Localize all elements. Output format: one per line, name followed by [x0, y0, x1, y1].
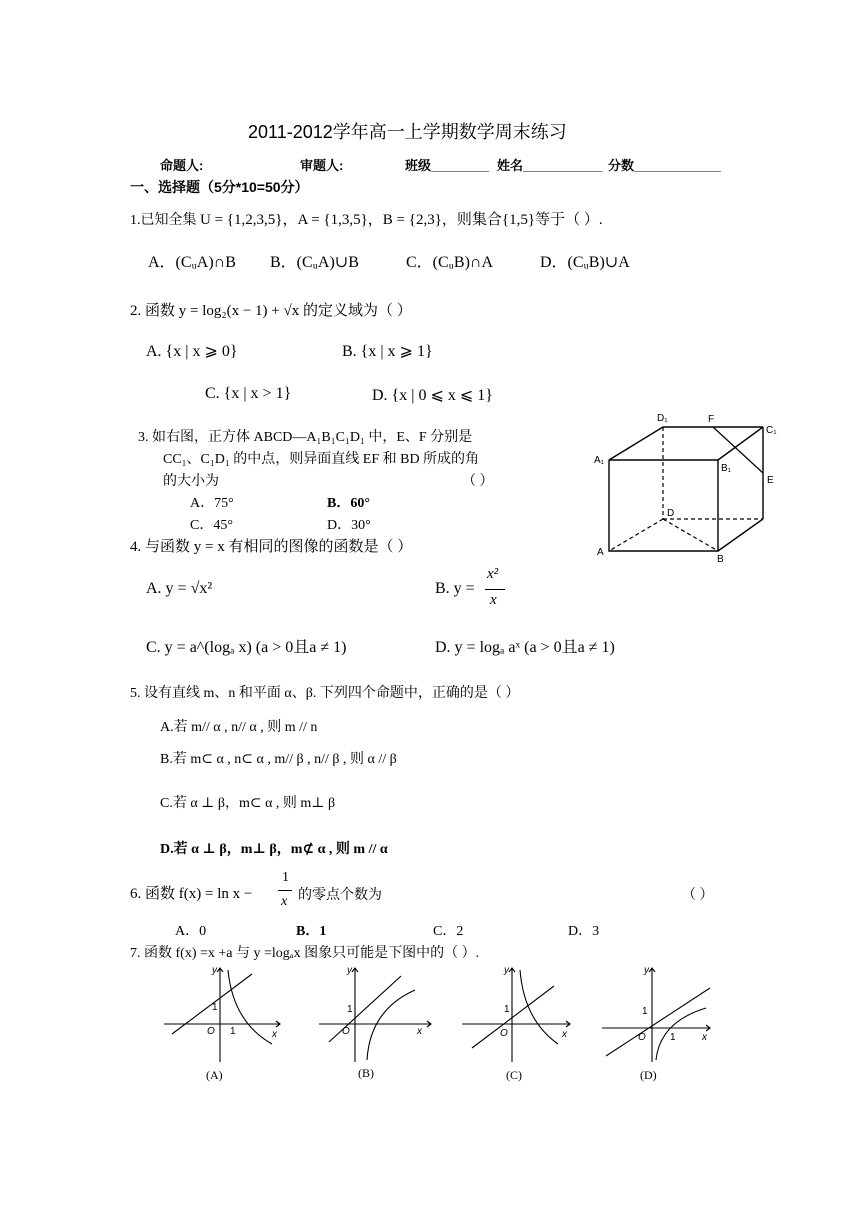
q3-line2: CC₁、C₁D₁ 的中点，则异面直线 EF 和 BD 所成的角: [163, 452, 480, 467]
setter-label: 命题人:: [160, 158, 204, 173]
q1-option-d[interactable]: D．(CᵤB)∪A: [540, 254, 630, 271]
origin-label: O: [500, 1028, 508, 1039]
q5-option-b[interactable]: B.若 m⊂ α , n⊂ α , m// β , n// β , 则 α // β: [160, 752, 397, 767]
class-field[interactable]: 班级________: [405, 158, 489, 173]
q6-option-d[interactable]: D．3: [568, 924, 600, 939]
q3-option-a[interactable]: A．75°: [190, 496, 234, 511]
axis-label-x: x: [562, 1029, 567, 1040]
graph-caption-b: (B): [358, 1066, 374, 1080]
q3-option-c[interactable]: C．45°: [190, 518, 233, 533]
cube-label-e: E: [767, 475, 774, 486]
q5-stem: 5. 设有直线 m、n 和平面 α、β. 下列四个命题中，正确的是（ ）: [130, 686, 520, 701]
axis-label-y: y: [644, 965, 649, 976]
q4-option-d[interactable]: D. y = logₐ aˣ (a > 0且a ≠ 1): [435, 639, 615, 656]
q6-option-a[interactable]: A．0: [175, 924, 207, 939]
cube-label-b1: B₁: [721, 463, 732, 474]
q6-option-b[interactable]: B．1: [296, 924, 327, 939]
cube-label-b: B: [717, 554, 724, 565]
cube-label-a: A: [597, 547, 604, 558]
graph-c[interactable]: [458, 962, 588, 1087]
graph-caption-c: (C): [506, 1068, 522, 1082]
origin-label: O: [638, 1032, 646, 1043]
q1-option-b[interactable]: B．(CᵤA)∪B: [270, 254, 359, 271]
q2-option-b[interactable]: B. {x | x ⩾ 1}: [342, 343, 433, 360]
score-field[interactable]: 分数____________: [608, 158, 721, 173]
q3-option-b[interactable]: B．60°: [327, 496, 370, 511]
graph-caption-d: (D): [640, 1068, 657, 1082]
q3-line1: 3. 如右图，正方体 ABCD—A₁B₁C₁D₁ 中，E、F 分别是: [138, 430, 473, 445]
fraction-bar: [485, 589, 505, 590]
q3-line3: 的大小为: [163, 474, 219, 489]
graph-b[interactable]: [315, 962, 445, 1087]
q6-option-c[interactable]: C．2: [433, 924, 464, 939]
q2-option-a[interactable]: A. {x | x ⩾ 0}: [146, 343, 238, 360]
tick-label-one: 1: [212, 1002, 218, 1013]
q1-option-c[interactable]: C．(CᵤB)∩A: [406, 254, 494, 271]
q6-answer-paren: （ ）: [682, 888, 714, 903]
graph-d[interactable]: [598, 962, 728, 1087]
name-field[interactable]: 姓名___________: [497, 158, 603, 173]
q2-stem: 2. 函数 y = log₂(x − 1) + √x 的定义域为（ ）: [130, 303, 412, 319]
q2-option-d[interactable]: D. {x | 0 ⩽ x ⩽ 1}: [372, 387, 493, 404]
q1-stem-prefix: 1.已知全集: [130, 213, 197, 228]
page-title: 2011-2012学年高一上学期数学周末练习: [248, 122, 567, 142]
q6-stem: [130, 870, 730, 916]
graph-a[interactable]: [160, 962, 290, 1087]
q3-answer-paren: （ ）: [462, 474, 494, 489]
axis-label-y: y: [212, 965, 217, 976]
q6-fraction-denominator: x: [281, 894, 288, 909]
q1-stem-body: U = {1,2,3,5}，A = {1,3,5}，B = {2,3}，则集合{1,5}等于（ ）.: [200, 212, 603, 228]
cube-figure: [585, 405, 785, 565]
q4-option-a[interactable]: A. y = √x²: [146, 580, 213, 597]
q5-option-c[interactable]: C.若 α ⊥ β，m⊂ α , 则 m⊥ β: [160, 796, 336, 811]
cube-label-c1: C₁: [766, 425, 777, 436]
cube-label-a1: A₁: [594, 455, 605, 466]
q6-fraction-numerator: 1: [282, 870, 289, 885]
origin-label: O: [342, 1026, 350, 1037]
axis-label-y: y: [504, 965, 509, 976]
tick-label-one: 1: [642, 1006, 648, 1017]
axis-label-y: y: [347, 965, 352, 976]
q6-stem-prefix: 6. 函数 f(x) = ln x −: [130, 886, 253, 902]
tick-label-one: 1: [347, 1004, 353, 1015]
axis-label-x: x: [272, 1029, 277, 1040]
reviewer-label: 审题人:: [300, 158, 344, 173]
q5-option-d[interactable]: D.若 α ⊥ β，m⊥ β，m⊄ α , 则 m // α: [160, 842, 388, 857]
q4-stem: 4. 与函数 y = x 有相同的图像的函数是（ ）: [130, 539, 413, 555]
fraction-bar: [278, 890, 292, 891]
q4-option-c[interactable]: C. y = a^(logₐ x) (a > 0且a ≠ 1): [146, 639, 347, 656]
q2-option-c[interactable]: C. {x | x > 1}: [205, 385, 292, 402]
q5-option-a[interactable]: A.若 m// α , n// α , 则 m // n: [160, 720, 318, 735]
q1-option-a[interactable]: A．(CᵤA)∩B: [148, 254, 236, 271]
graph-caption-a: (A): [206, 1068, 223, 1082]
q4-option-b-numerator: x²: [487, 566, 499, 582]
origin-label: O: [207, 1026, 215, 1037]
axis-label-x: x: [702, 1032, 707, 1043]
q4-option-b-denominator: x: [490, 592, 497, 608]
cube-label-f: F: [708, 414, 715, 425]
section-heading: 一、选择题（5分*10=50分）: [130, 179, 309, 195]
tick-label-one: 1: [504, 1004, 510, 1015]
tick-label-one: 1: [670, 1032, 676, 1043]
q7-stem: 7. 函数 f(x) =x +a 与 y =logₐx 图象只可能是下图中的（ ）.: [130, 946, 480, 961]
q3-option-d[interactable]: D．30°: [327, 518, 371, 533]
q1-stem: [130, 208, 603, 229]
q6-stem-suffix: 的零点个数为: [298, 888, 382, 903]
q4-option-b-prefix: B. y =: [435, 580, 475, 597]
cube-label-d: D: [667, 508, 675, 519]
axis-label-x: x: [417, 1026, 422, 1037]
tick-label-one: 1: [230, 1026, 236, 1037]
cube-label-d1: D₁: [657, 413, 668, 424]
